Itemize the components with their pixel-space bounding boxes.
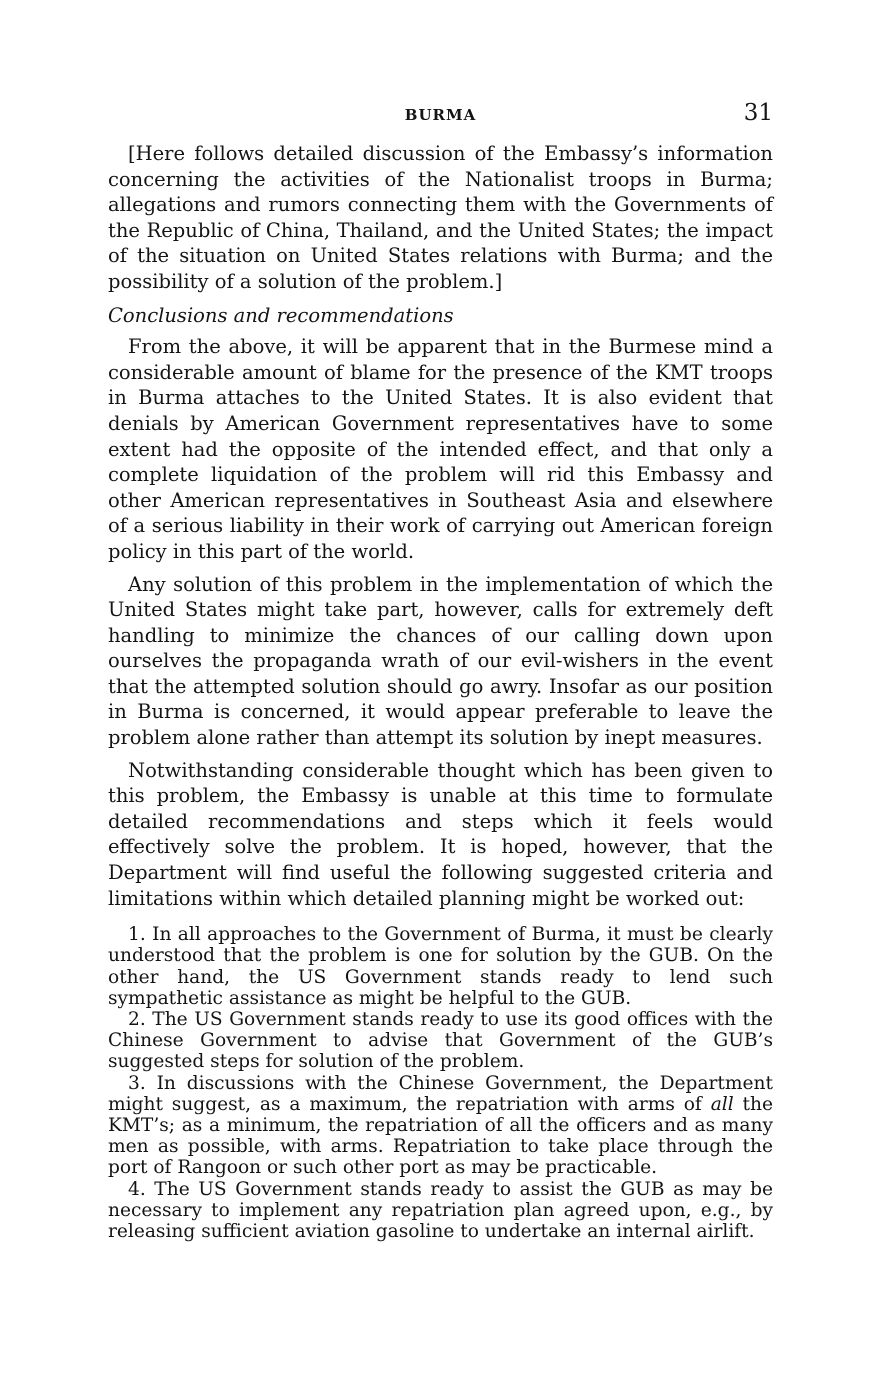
paragraph-blame: From the above, it will be apparent that in the Burmese mind a considerable amount of blame for the presence of the KMT troops in Burma attaches to the United States. It is also evident that denials by American Government representatives have to some extent had the opposite of the intended effect, and that only a complete liquidation of the problem will rid this Embassy and other American representatives in Southeast Asia and elsewhere of a serious liability in their work of carrying out American foreign policy in this part of the world. [108, 335, 773, 563]
document-body [108, 141, 773, 1242]
paragraph-solution: Any solution of this problem in the implementation of which the United States might take part, however, calls for extremely deft handling to minimize the chances of our calling down upon ourselves the propaganda wrath of our evil-wishers in the event that the attempted solution should go awry. Insofar as our position in Burma is concerned, it would appear preferable to leave the problem alone rather than attempt its solution by inept measures. [108, 572, 773, 750]
editorial-note: [Here follows detailed discussion of the Embassy’s information concerning the activities of the Nationalist troops in Burma; allegations and rumors connecting them with the Governments of the Republic of China, Thailand, and the United States; the impact of the situation on United States relations with Burma; and the possibility of a solution of the problem.] [108, 142, 773, 293]
list-item-1: 1. In all approaches to the Government of Burma, it must be clearly understood that the problem is one for solution by the GUB. On the other hand, the US Government stands ready to lend such sympathetic assistance as might be helpful to the GUB. [108, 924, 773, 1009]
page-number: 31 [743, 100, 773, 126]
list-item-3-text-end: the KMT’s; as a minimum, the repatriation of all the officers and as many men as possible, with arms. Repatriation to take place through the port of Rangoon or such other port as may be practicable. [108, 1093, 773, 1179]
list-item-2: 2. The US Government stands ready to use its good offices with the Chinese Government to advise that Government of the GUB’s suggested steps for solution of the problem. [108, 1009, 773, 1073]
running-head [108, 100, 773, 128]
running-title: BURMA [404, 106, 477, 124]
paragraph-criteria: Notwithstanding considerable thought which has been given to this problem, the Embassy is unable at this time to formulate detailed recommendations and steps which it feels would effectively solve the problem. It is hoped, however, that the Department will find useful the following suggested criteria and limitations within which detailed planning might be worked out: [108, 758, 773, 910]
list-item-4: 4. The US Government stands ready to assist the GUB as may be necessary to implement any repatriation plan agreed upon, e.g., by releasing sufficient aviation gasoline to undertake an internal airlift. [108, 1178, 773, 1243]
list-item-3 [108, 1073, 773, 1179]
numbered-list [108, 924, 773, 1242]
list-item-3-emphasis: all [710, 1093, 734, 1115]
section-heading: Conclusions and recommendations [108, 303, 454, 327]
list-item-3-text-start: 3. In discussions with the Chinese Government, the Department might suggest, as a maximum, the repatriation with arms of [108, 1072, 773, 1115]
